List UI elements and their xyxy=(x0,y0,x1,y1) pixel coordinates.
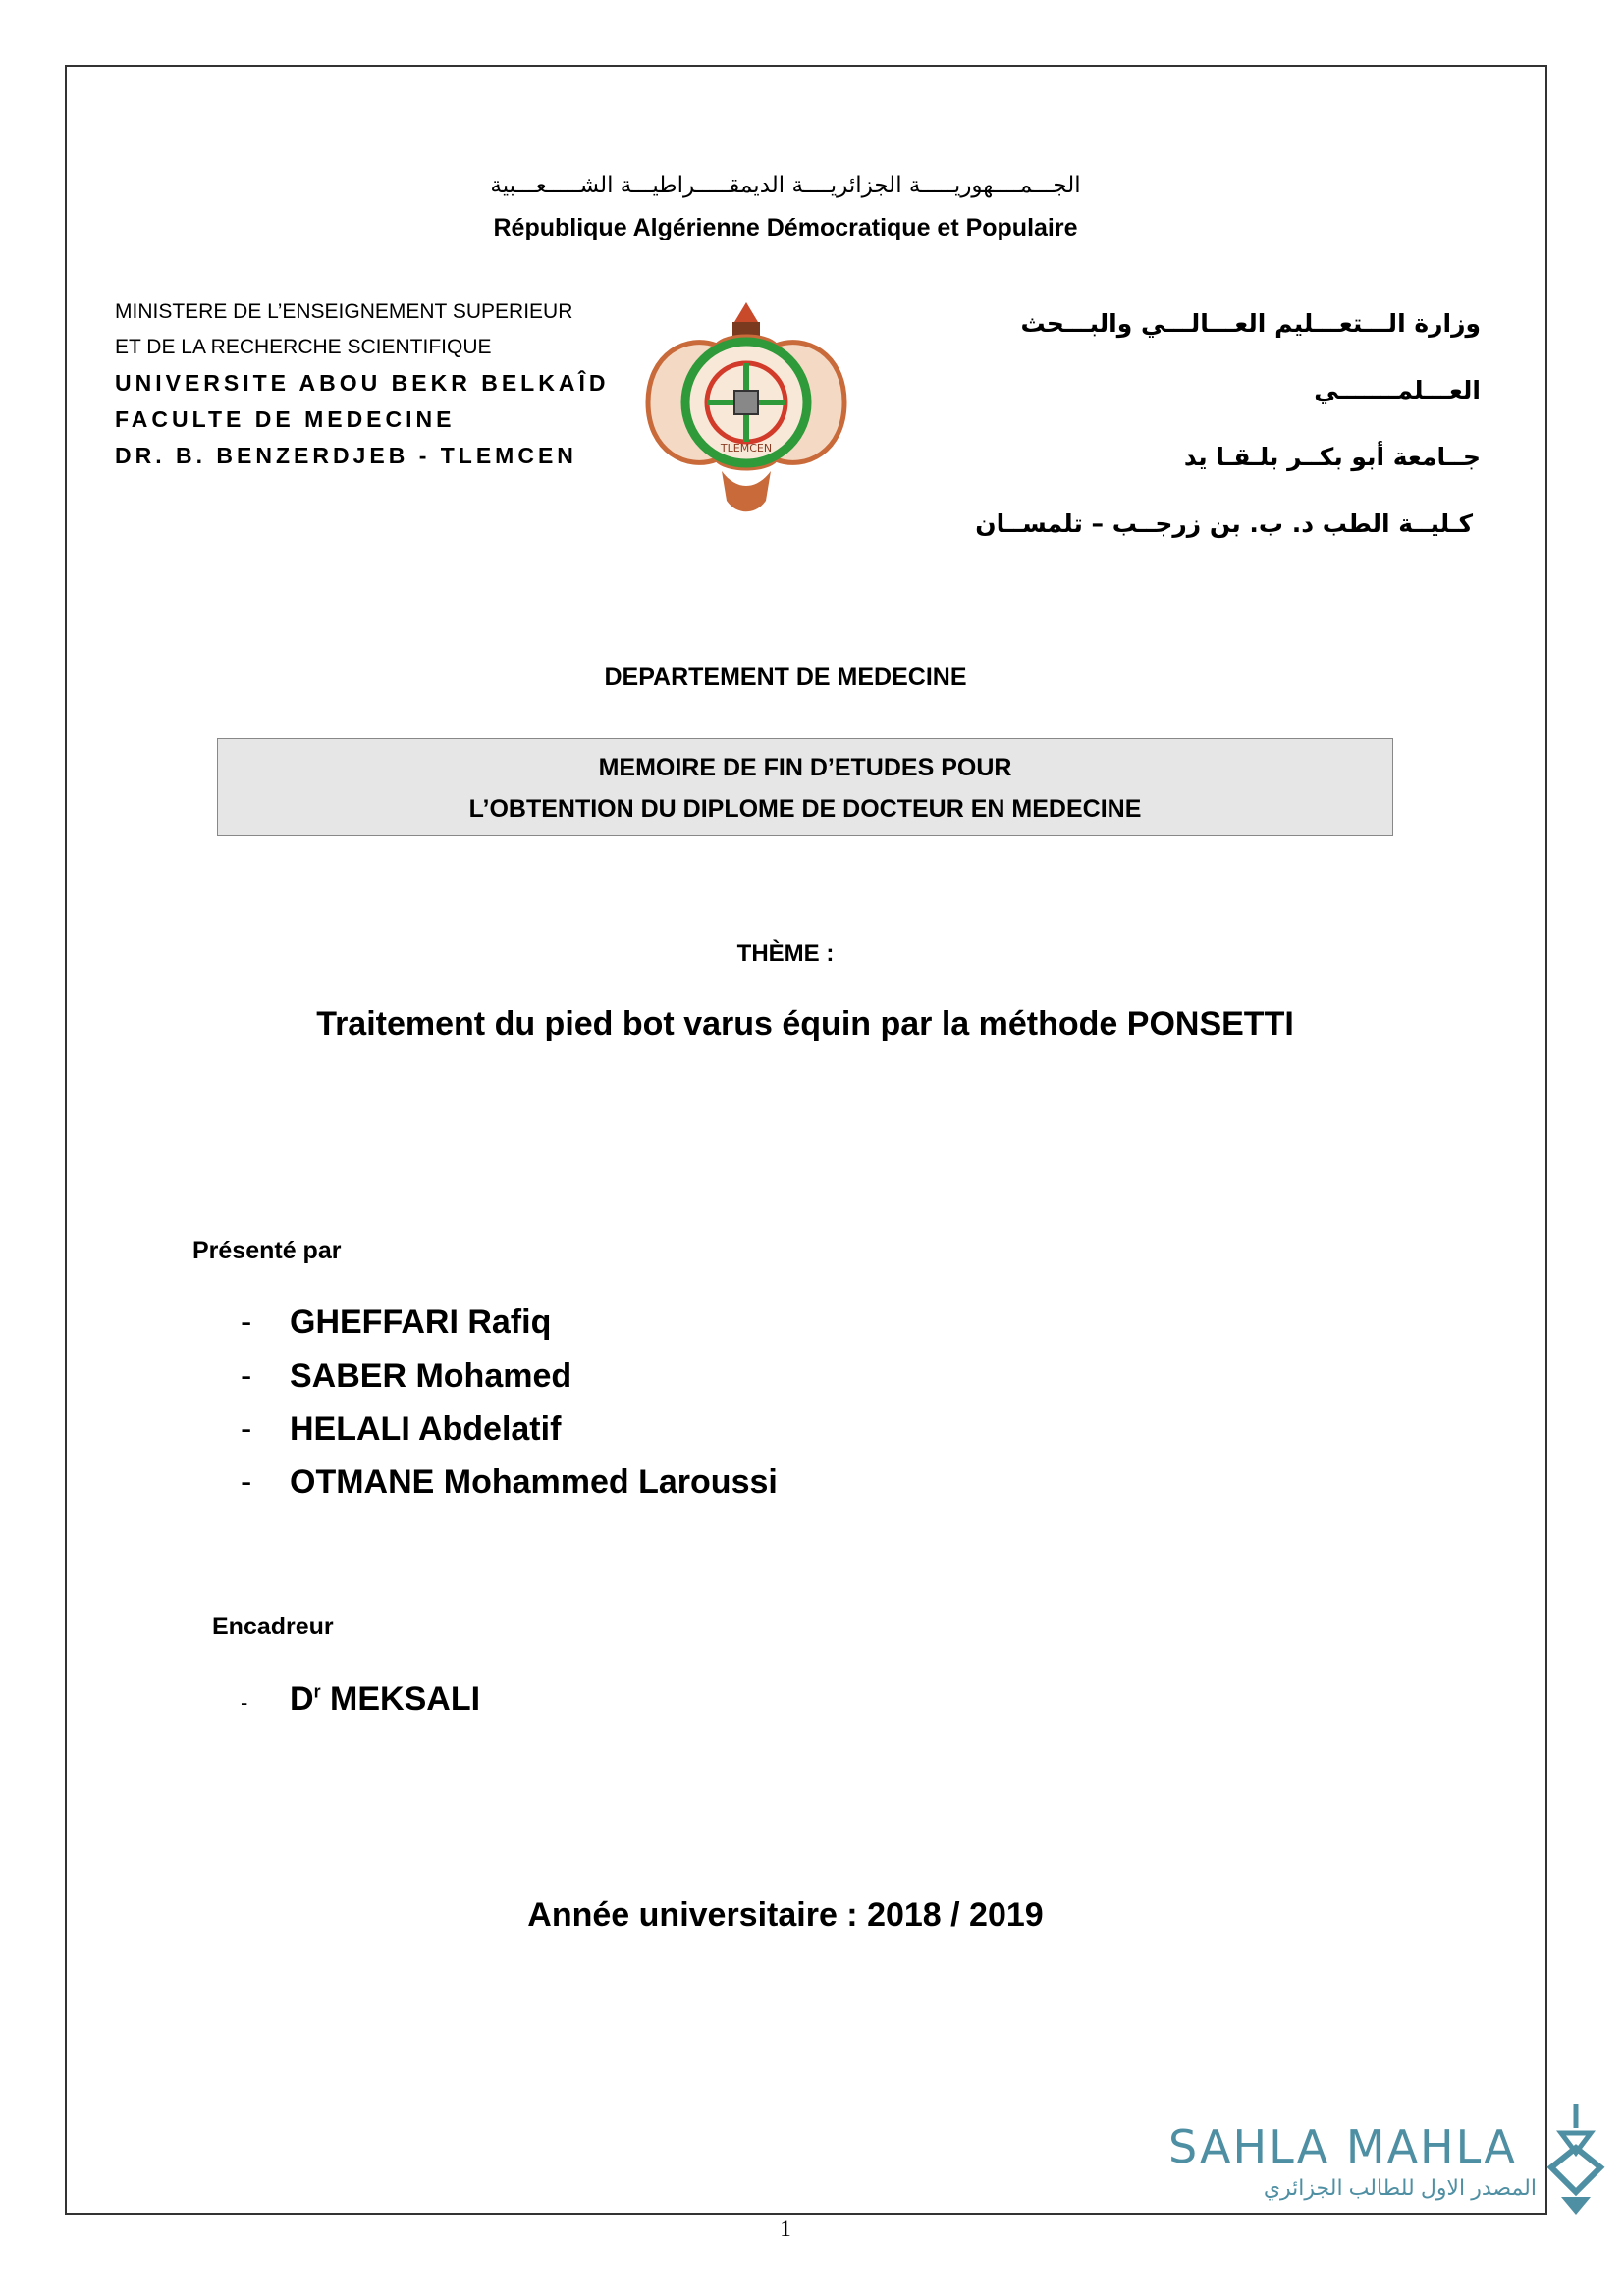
university-name: UNIVERSITE ABOU BEKR BELKAÎD xyxy=(115,370,610,396)
page-number: 1 xyxy=(780,2216,791,2241)
author-dash: - xyxy=(241,1358,252,1395)
ministry-arabic: وزارة الـــتعـــليم العـــالـــي والبـــحث العـــلمـــــــي xyxy=(1020,309,1481,404)
author-item xyxy=(241,1411,561,1449)
watermark-subtitle: المصدر الاول للطالب الجزائري xyxy=(1263,2175,1537,2200)
author-item xyxy=(241,1358,571,1396)
faculty-director: DR. B. BENZERDJEB - TLEMCEN xyxy=(115,443,577,468)
academic-year: Année universitaire : 2018 / 2019 xyxy=(527,1896,1044,1934)
author-name: HELALI Abdelatif xyxy=(290,1411,562,1448)
faculty-arabic: كـليــة الطب د. ب. بن زرجــب – تلمســان xyxy=(975,509,1473,538)
university-emblem-icon xyxy=(628,294,864,520)
department-title: DEPARTEMENT DE MEDECINE xyxy=(604,664,967,691)
author-dash: - xyxy=(241,1464,252,1501)
french-republic-title: République Algérienne Démocratique et Populaire xyxy=(493,214,1078,241)
author-name: GHEFFARI Rafiq xyxy=(290,1304,552,1341)
author-dash: - xyxy=(241,1411,252,1448)
arabic-republic-title: الجـــمــــهوريـــــة الجزائريــــة الديمقـــــراطيـــة الشـــــعـــبية xyxy=(490,173,1081,198)
supervisor-prefix: D xyxy=(290,1681,314,1718)
supervisor-item xyxy=(241,1681,480,1719)
watermark-title: SAHLA MAHLA xyxy=(1168,2120,1517,2173)
faculty-name: FACULTE DE MEDECINE xyxy=(115,406,456,432)
memoire-box xyxy=(217,738,1393,836)
supervisor-name: MEKSALI xyxy=(330,1681,481,1718)
supervisor-sup: r xyxy=(313,1682,321,1702)
ministry-line-1: MINISTERE DE L’ENSEIGNEMENT SUPERIEUR xyxy=(115,300,573,323)
presented-by-label: Présenté par xyxy=(192,1237,342,1264)
memoire-line-2: L’OBTENTION DU DIPLOME DE DOCTEUR EN MEDECINE xyxy=(468,795,1142,823)
author-name: SABER Mohamed xyxy=(290,1358,572,1395)
theme-title: Traitement du pied bot varus équin par la méthode PONSETTI xyxy=(316,1005,1294,1042)
university-arabic: جــامعة أبو بكــر بلـقـا يد xyxy=(1183,443,1481,471)
ministry-line-2: ET DE LA RECHERCHE SCIENTIFIQUE xyxy=(115,336,492,358)
institution-right-block xyxy=(913,291,1481,558)
supervisor-dash: - xyxy=(241,1690,248,1715)
institution-left-block xyxy=(115,294,609,474)
author-item xyxy=(241,1304,551,1342)
memoire-line-1: MEMOIRE DE FIN D’ETUDES POUR xyxy=(598,754,1012,781)
theme-label: THÈME : xyxy=(736,940,835,967)
author-name: OTMANE Mohammed Laroussi xyxy=(290,1464,778,1501)
author-item xyxy=(241,1464,778,1502)
supervisor-label: Encadreur xyxy=(212,1613,334,1640)
watermark-logo-icon xyxy=(1542,2099,1610,2216)
author-dash: - xyxy=(241,1304,252,1341)
emblem-text: TLEMCEN xyxy=(720,442,773,454)
